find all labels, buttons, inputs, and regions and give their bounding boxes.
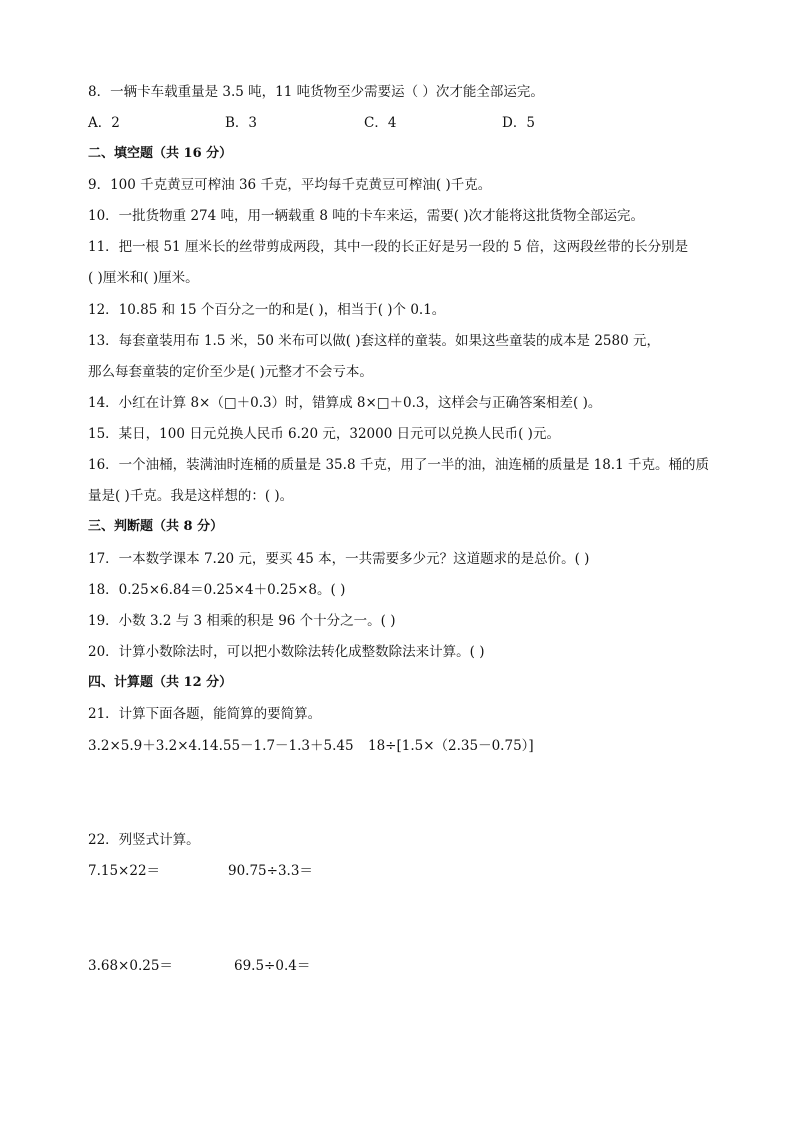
question-15: 15．某日，100 日元兑换人民币 6.20 元，32000 日元可以兑换人民币( )元。 — [88, 426, 560, 442]
vertical-calc-3: 3.68×0.25＝ — [88, 958, 173, 974]
expression-3: 18÷[1.5×（2.35－0.75）] — [368, 738, 534, 754]
vertical-calc-4: 69.5÷0.4＝ — [234, 958, 311, 974]
question-21-expressions — [88, 737, 688, 755]
expression-2: 4.55－1.7－1.3＋5.45 — [210, 738, 354, 754]
question-8-options — [88, 114, 688, 132]
vertical-calc-1: 7.15×22＝ — [88, 863, 161, 879]
question-20: 20．计算小数除法时，可以把小数除法转化成整数除法来计算。( ) — [88, 644, 485, 660]
question-12: 12．10.85 和 15 个百分之一的和是( )，相当于( )个 0.1。 — [88, 302, 446, 318]
vertical-calc-2: 90.75÷3.3＝ — [228, 863, 313, 879]
question-16-line1: 16．一个油桶，装满油时连桶的质量是 35.8 千克，用了一半的油，油连桶的质量是 18.1 千克。桶的质 — [88, 457, 709, 473]
question-11-line1: 11．把一根 51 厘米长的丝带剪成两段，其中一段的长正好是另一段的 5 倍，这两段丝带的长分别是 — [88, 239, 689, 255]
question-22: 22．列竖式计算。 — [88, 832, 200, 848]
section-heading-true-false: 三、判断题（共 8 分） — [88, 519, 224, 534]
option-a: A．2 — [88, 115, 120, 131]
question-19: 19．小数 3.2 与 3 相乘的积是 96 个十分之一。( ) — [88, 613, 396, 629]
question-14: 14．小红在计算 8×（□＋0.3）时，错算成 8×□＋0.3，这样会与正确答案相差( )。 — [88, 395, 602, 411]
section-heading-fill-blank: 二、填空题（共 16 分） — [88, 146, 233, 161]
option-d: D．5 — [502, 115, 535, 131]
option-b: B．3 — [225, 115, 258, 131]
question-8: 8．一辆卡车载重量是 3.5 吨，11 吨货物至少需要运（ ）次才能全部运完。 — [88, 84, 544, 100]
question-13-line1: 13．每套童装用布 1.5 米，50 米布可以做( )套这样的童装。如果这些童装的成本是 2580 元， — [88, 333, 660, 349]
question-11-line2: ( )厘米和( )厘米。 — [88, 270, 199, 286]
question-18: 18．0.25×6.84＝0.25×4＋0.25×8。( ) — [88, 582, 346, 598]
question-10: 10．一批货物重 274 吨，用一辆载重 8 吨的卡车来运，需要( )次才能将这批货物全部运完。 — [88, 208, 645, 224]
section-heading-calculation: 四、计算题（共 12 分） — [88, 675, 233, 690]
question-21: 21．计算下面各题，能简算的要简算。 — [88, 706, 322, 722]
question-13-line2: 那么每套童装的定价至少是( )元整才不会亏本。 — [88, 364, 373, 380]
question-22-row2 — [88, 957, 488, 975]
question-22-row1 — [88, 862, 488, 880]
question-16-line2: 量是( )千克。我是这样想的：( )。 — [88, 488, 294, 504]
question-17: 17．一本数学课本 7.20 元，要买 45 本，一共需要多少元？这道题求的是总价。( ) — [88, 551, 590, 567]
question-9: 9．100 千克黄豆可榨油 36 千克，平均每千克黄豆可榨油( )千克。 — [88, 177, 492, 193]
option-c: C．4 — [364, 115, 397, 131]
expression-1: 3.2×5.9＋3.2×4.1 — [88, 738, 211, 754]
